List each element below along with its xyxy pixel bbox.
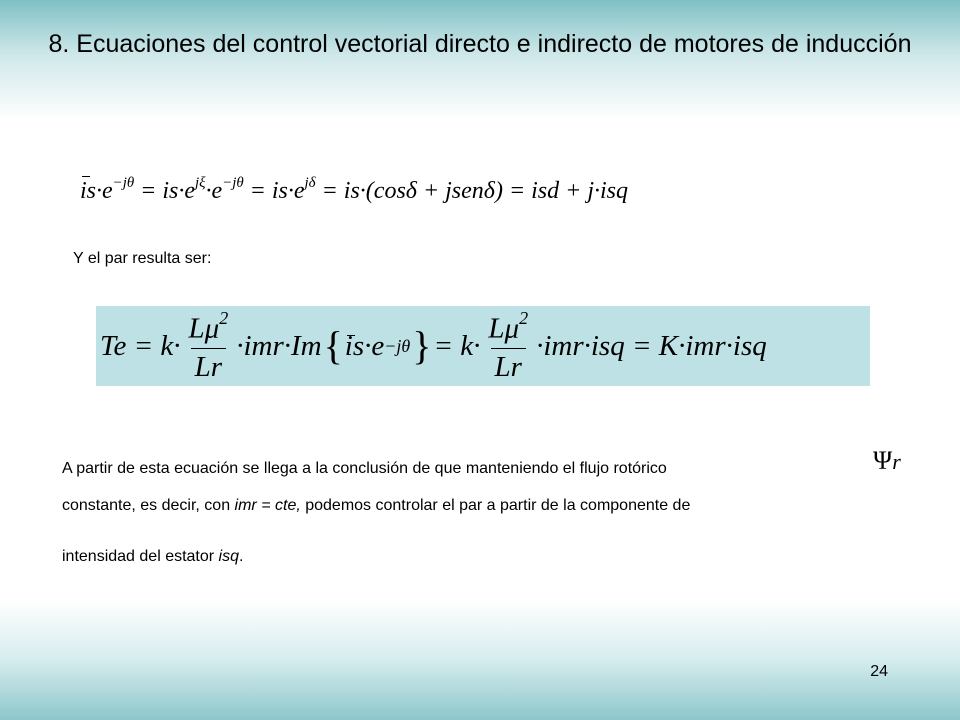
equation-torque: Te = k· $\frac{L\mu^2}{Lr}$ ·imr·Im { i s·e −jθ } = k· $\frac{L\mu^2}{Lr}$ ·imr·isq = K·imr·isq bbox=[100, 308, 767, 383]
equation-current-vector: $is\cdot e^{-j\theta} = is\cdot e^{j\xi}\cdot e^{-j\theta} = is\cdot e^{j\delta} = is\cdot(\cos\delta$ + jsenδ) = isd + j·isq bbox=[80, 163, 628, 211]
fraction-lmu-lr: $\frac{L\mu^2}{Lr}$ bbox=[188, 308, 229, 383]
overbar-i: i bbox=[80, 171, 87, 211]
brace-open: { bbox=[323, 323, 343, 368]
fraction-lmu-lr-2: $\frac{L\mu^2}{Lr}$ bbox=[488, 308, 529, 383]
brace-close: } bbox=[412, 323, 432, 368]
paragraph-line-1: A partir de esta ecuación se llega a la conclusión de que manteniendo el flujo rotórico bbox=[62, 460, 667, 477]
overbar-i: i bbox=[344, 329, 353, 362]
psi-r-symbol: Ψr bbox=[873, 446, 901, 475]
torque-intro-label: Y el par resulta ser: bbox=[73, 250, 212, 267]
page-number: 24 bbox=[870, 663, 888, 680]
slide-title: 8. Ecuaciones del control vectorial directo e indirecto de motores de inducción bbox=[48, 30, 912, 58]
paragraph-line-2: constante, es decir, con imr = cte, podemos controlar el par a partir de la componente de bbox=[62, 497, 691, 514]
paragraph-line-3: intensidad del estator isq. bbox=[62, 548, 244, 565]
